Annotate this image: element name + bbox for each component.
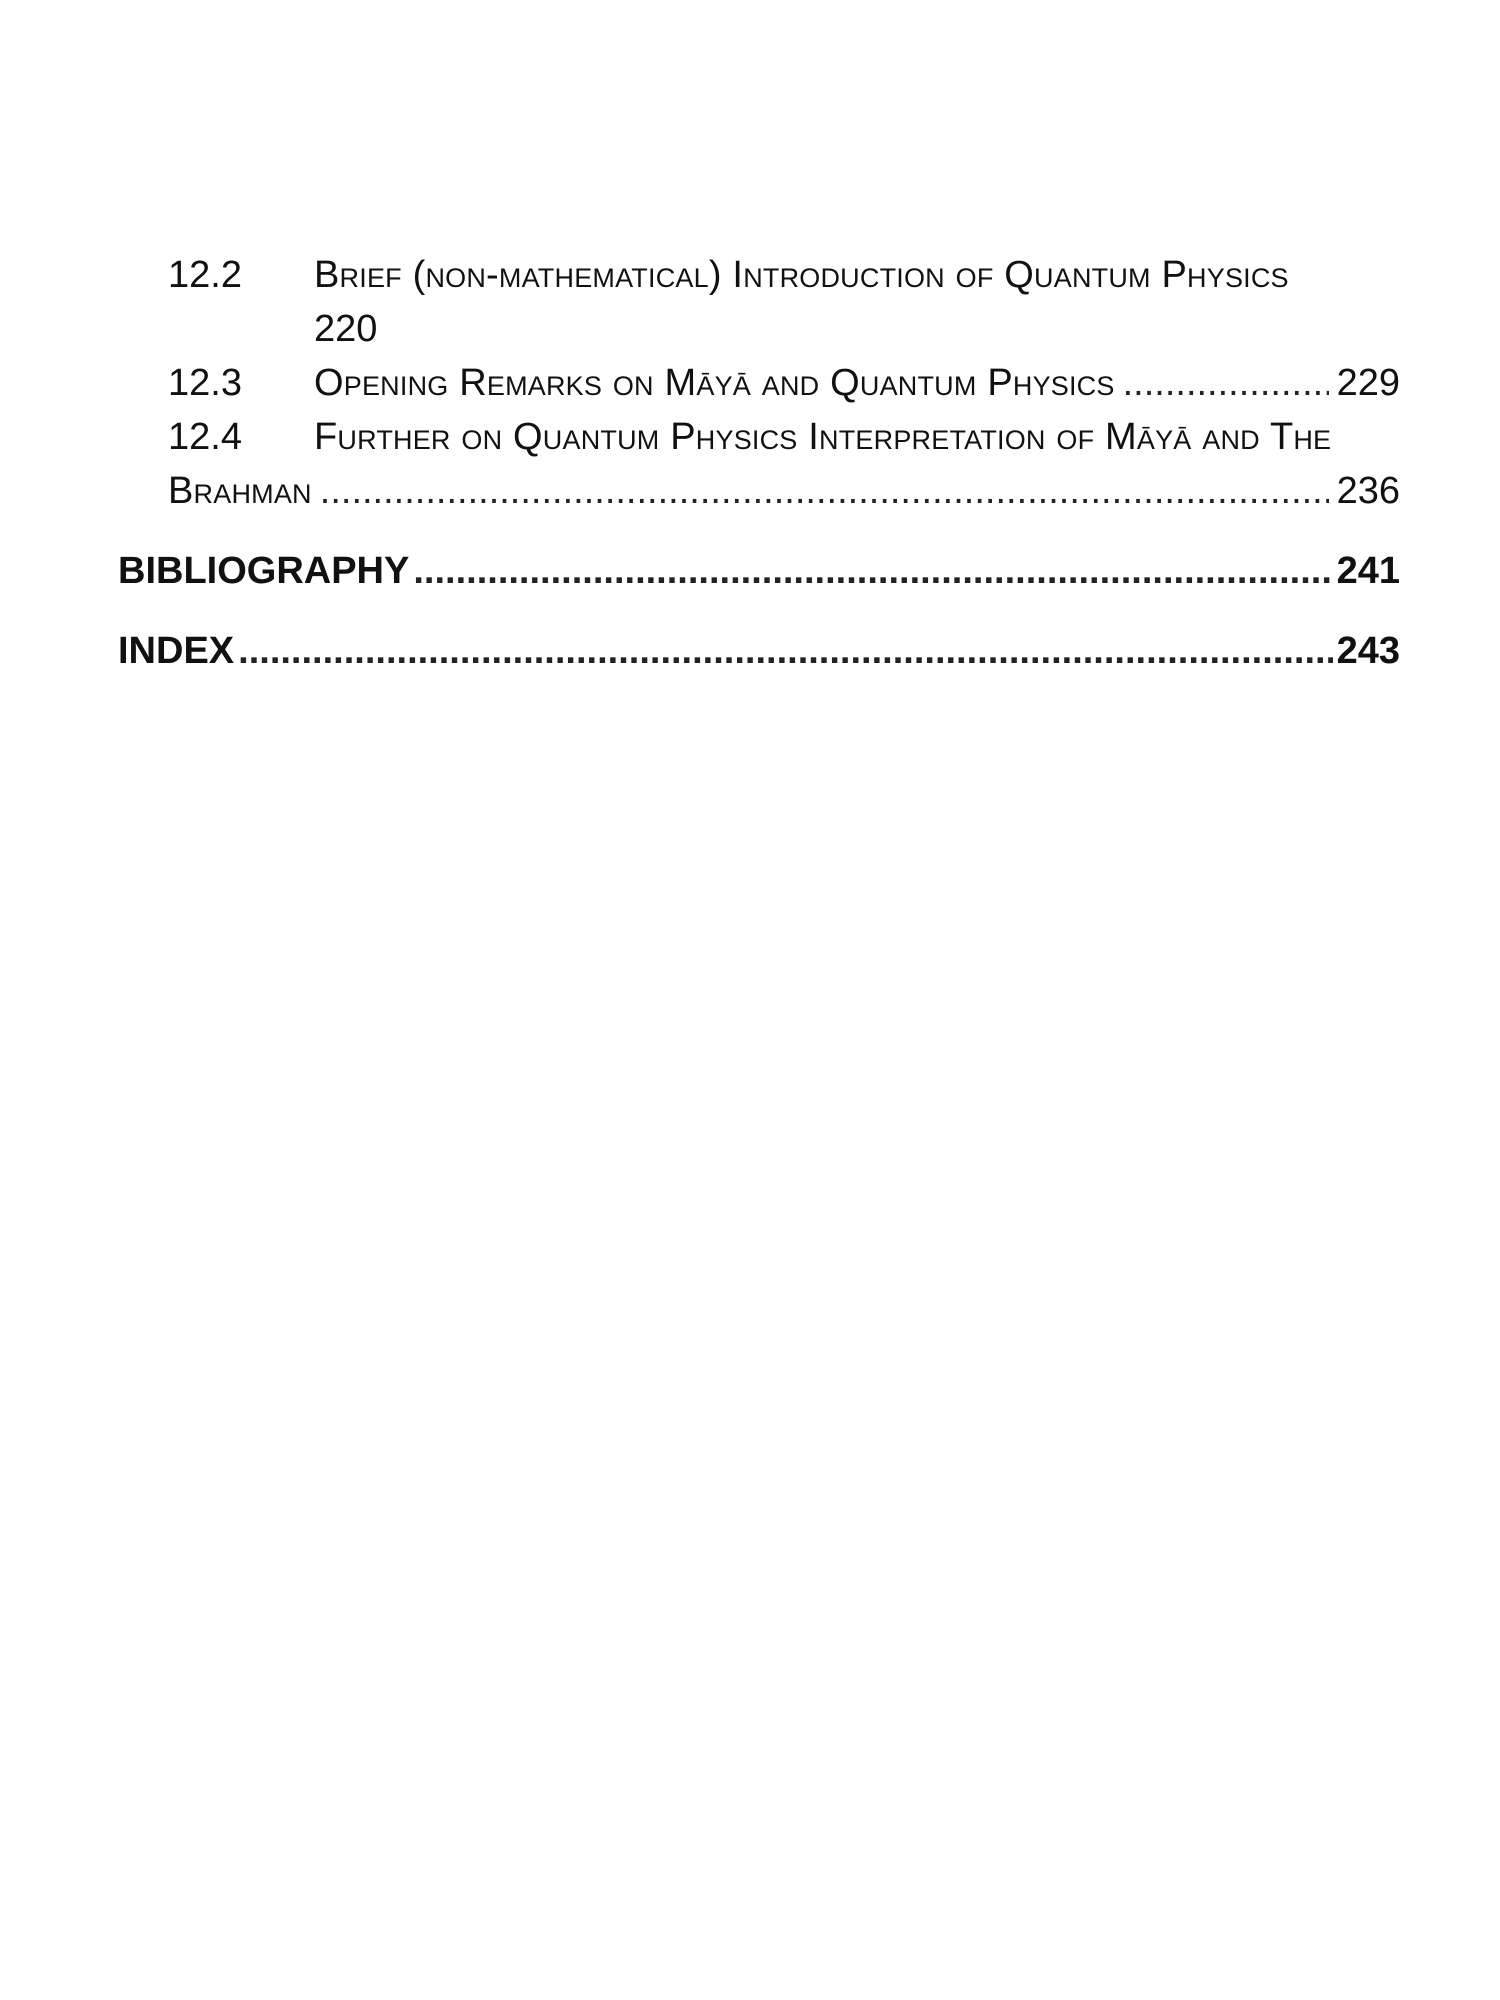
toc-entry-bibliography[interactable]: [118, 544, 1400, 598]
dot-leader: [413, 544, 1332, 598]
chapter-title: INDEX: [118, 630, 235, 672]
section-title: Brief (non-mathematical) Introduction of Quantum Physics: [314, 254, 1289, 296]
page-number: 236: [1336, 470, 1400, 512]
section-title: Opening Remarks on Māyā and Quantum Physics: [314, 362, 1115, 404]
page-number: 220: [314, 308, 378, 350]
section-number: 12.3: [168, 362, 242, 404]
section-title-line-1: Further on Quantum Physics Interpretation of Māyā and The: [314, 416, 1332, 458]
section-number: 12.2: [168, 254, 242, 296]
toc-entry-12-2[interactable]: [168, 248, 1400, 356]
toc-entry-index[interactable]: [118, 624, 1400, 678]
dot-leader: [238, 624, 1332, 678]
dot-leader: [1123, 356, 1329, 410]
section-number: 12.4: [168, 416, 242, 458]
toc-entry-12-4[interactable]: [168, 410, 1400, 518]
page-number: 241: [1336, 550, 1400, 592]
page-number: 243: [1336, 630, 1400, 672]
section-title-line-2: Brahman: [168, 470, 312, 512]
dot-leader: [320, 464, 1329, 518]
toc-entry-12-3[interactable]: [168, 356, 1400, 410]
page-number: 229: [1336, 362, 1400, 404]
table-of-contents: [118, 248, 1400, 678]
chapter-title: BIBLIOGRAPHY: [118, 550, 410, 592]
